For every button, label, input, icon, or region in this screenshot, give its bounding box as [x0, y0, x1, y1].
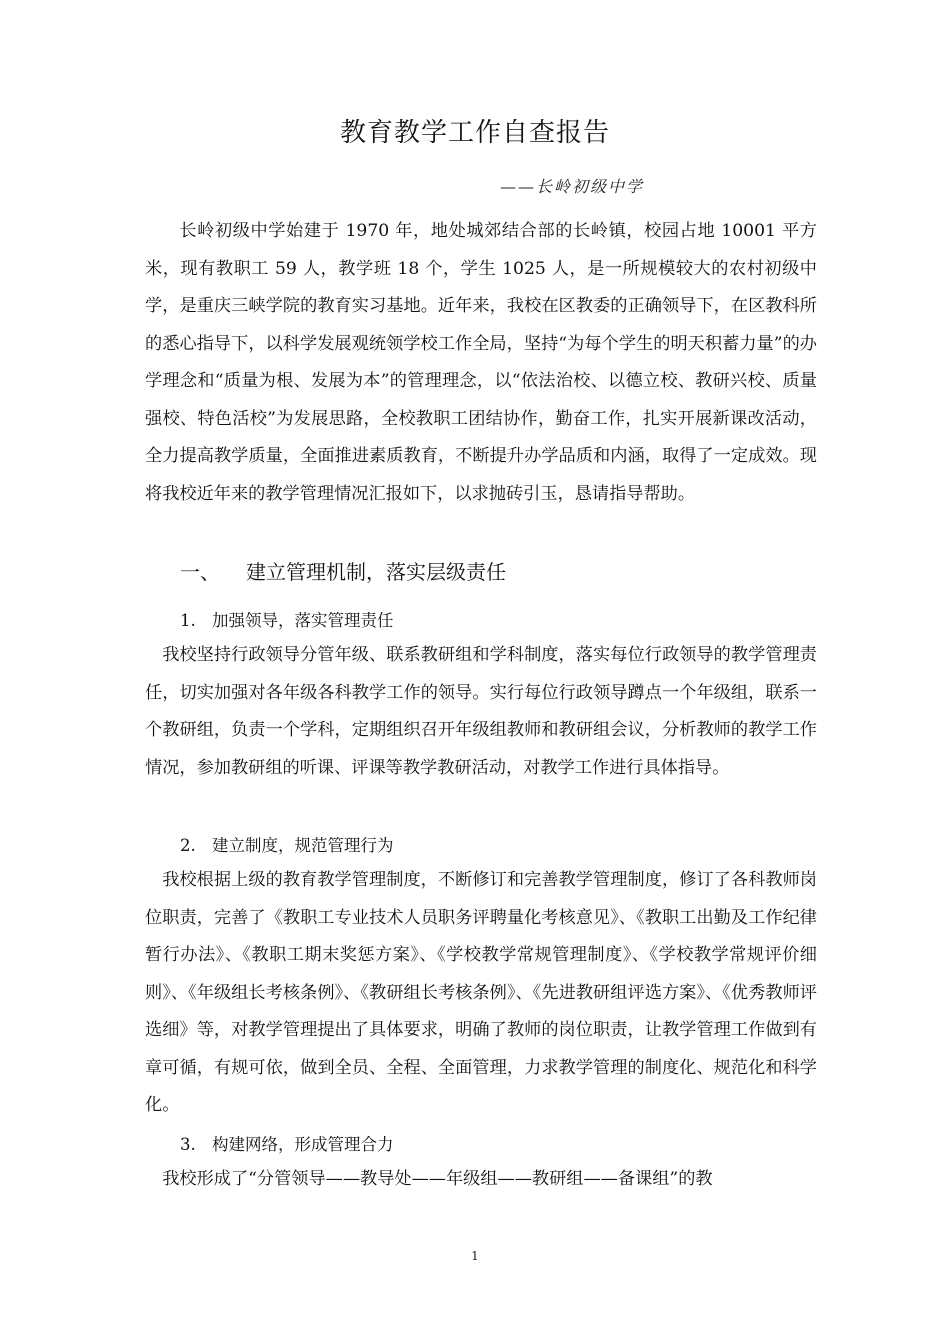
- subsection-paragraph-2: 我校根据上级的教育教学管理制度，不断修订和完善教学管理制度，修订了各科教师岗位职责，完善了《教职工专业技术人员职务评聘量化考核意见》、《教职工出勤及工作纪律暂行办法》、《教职工期末奖惩方案》、《学校教学常规管理制度》、《学校教学常规评价细则》、《年级组长考核条例》、《教研组长考核条例》、《先进教研组评选方案》、《优秀教师评选细》等，对教学管理提出了具体要求，明确了教师的岗位职责，让教学管理工作做到有章可循，有规可依，做到全员、全程、全面管理，力求教学管理的制度化、规范化和科学化。: [145, 870, 817, 1115]
- section-heading-text: 建立管理机制，落实层级责任: [246, 560, 506, 584]
- subsection-heading-3: [180, 1131, 394, 1155]
- document-title: 教育教学工作自查报告: [339, 118, 610, 148]
- subsection-heading-text: 建立制度，规范管理行为: [212, 836, 394, 855]
- section-heading: [180, 556, 506, 585]
- intro-paragraph: 长岭初级中学始建于 1970 年，地处城郊结合部的长岭镇，校园占地 10001 平方米，现有教职工 59 人，教学班 18 个，学生 1025 人，是一所规模较大的农村初级中学，是重庆三峡学院的教育实习基地。近年来，我校在区教委的正确领导下，在区教科所的悉心指导下，以科学发展观统领学校工作全局，坚持“为每个学生的明天积蓄力量”的办学理念和“质量为根、发展为本”的管理理念，以“依法治校、以德立校、教研兴校、质量强校、特色活校”为发展思路，全校教职工团结协作，勤奋工作，扎实开展新课改活动，全力提高教学质量，全面推进素质教育，不断提升办学品质和内涵，取得了一定成效。现将我校近年来的教学管理情况汇报如下，以求抛砖引玉，恳请指导帮助。: [145, 221, 817, 504]
- subsection-number: 1.: [180, 611, 196, 630]
- subsection-heading-text: 构建网络，形成管理合力: [212, 1135, 394, 1154]
- section-number: 一、: [180, 560, 220, 584]
- subsection-paragraph-1: 我校坚持行政领导分管年级、联系教研组和学科制度，落实每位行政领导的教学管理责任，切实加强对各年级各科教学工作的领导。实行每位行政领导蹲点一个年级组，联系一个教研组，负责一个学科，定期组织召开年级组教师和教研组会议，分析教师的教学工作情况，参加教研组的听课、评课等教学教研活动，对教学工作进行具体指导。: [145, 645, 817, 778]
- page-number: 1: [471, 1249, 479, 1263]
- subsection-heading-1: [180, 607, 394, 631]
- subsection-heading-text: 加强领导，落实管理责任: [212, 611, 394, 630]
- subsection-number: 3.: [180, 1135, 196, 1154]
- document-subtitle: ——长岭初级中学: [500, 177, 645, 196]
- subsection-paragraph-3: 我校形成了“分管领导——教导处——年级组——教研组——备课组”的教: [162, 1169, 713, 1189]
- subsection-heading-2: [180, 832, 394, 856]
- subsection-number: 2.: [180, 836, 196, 855]
